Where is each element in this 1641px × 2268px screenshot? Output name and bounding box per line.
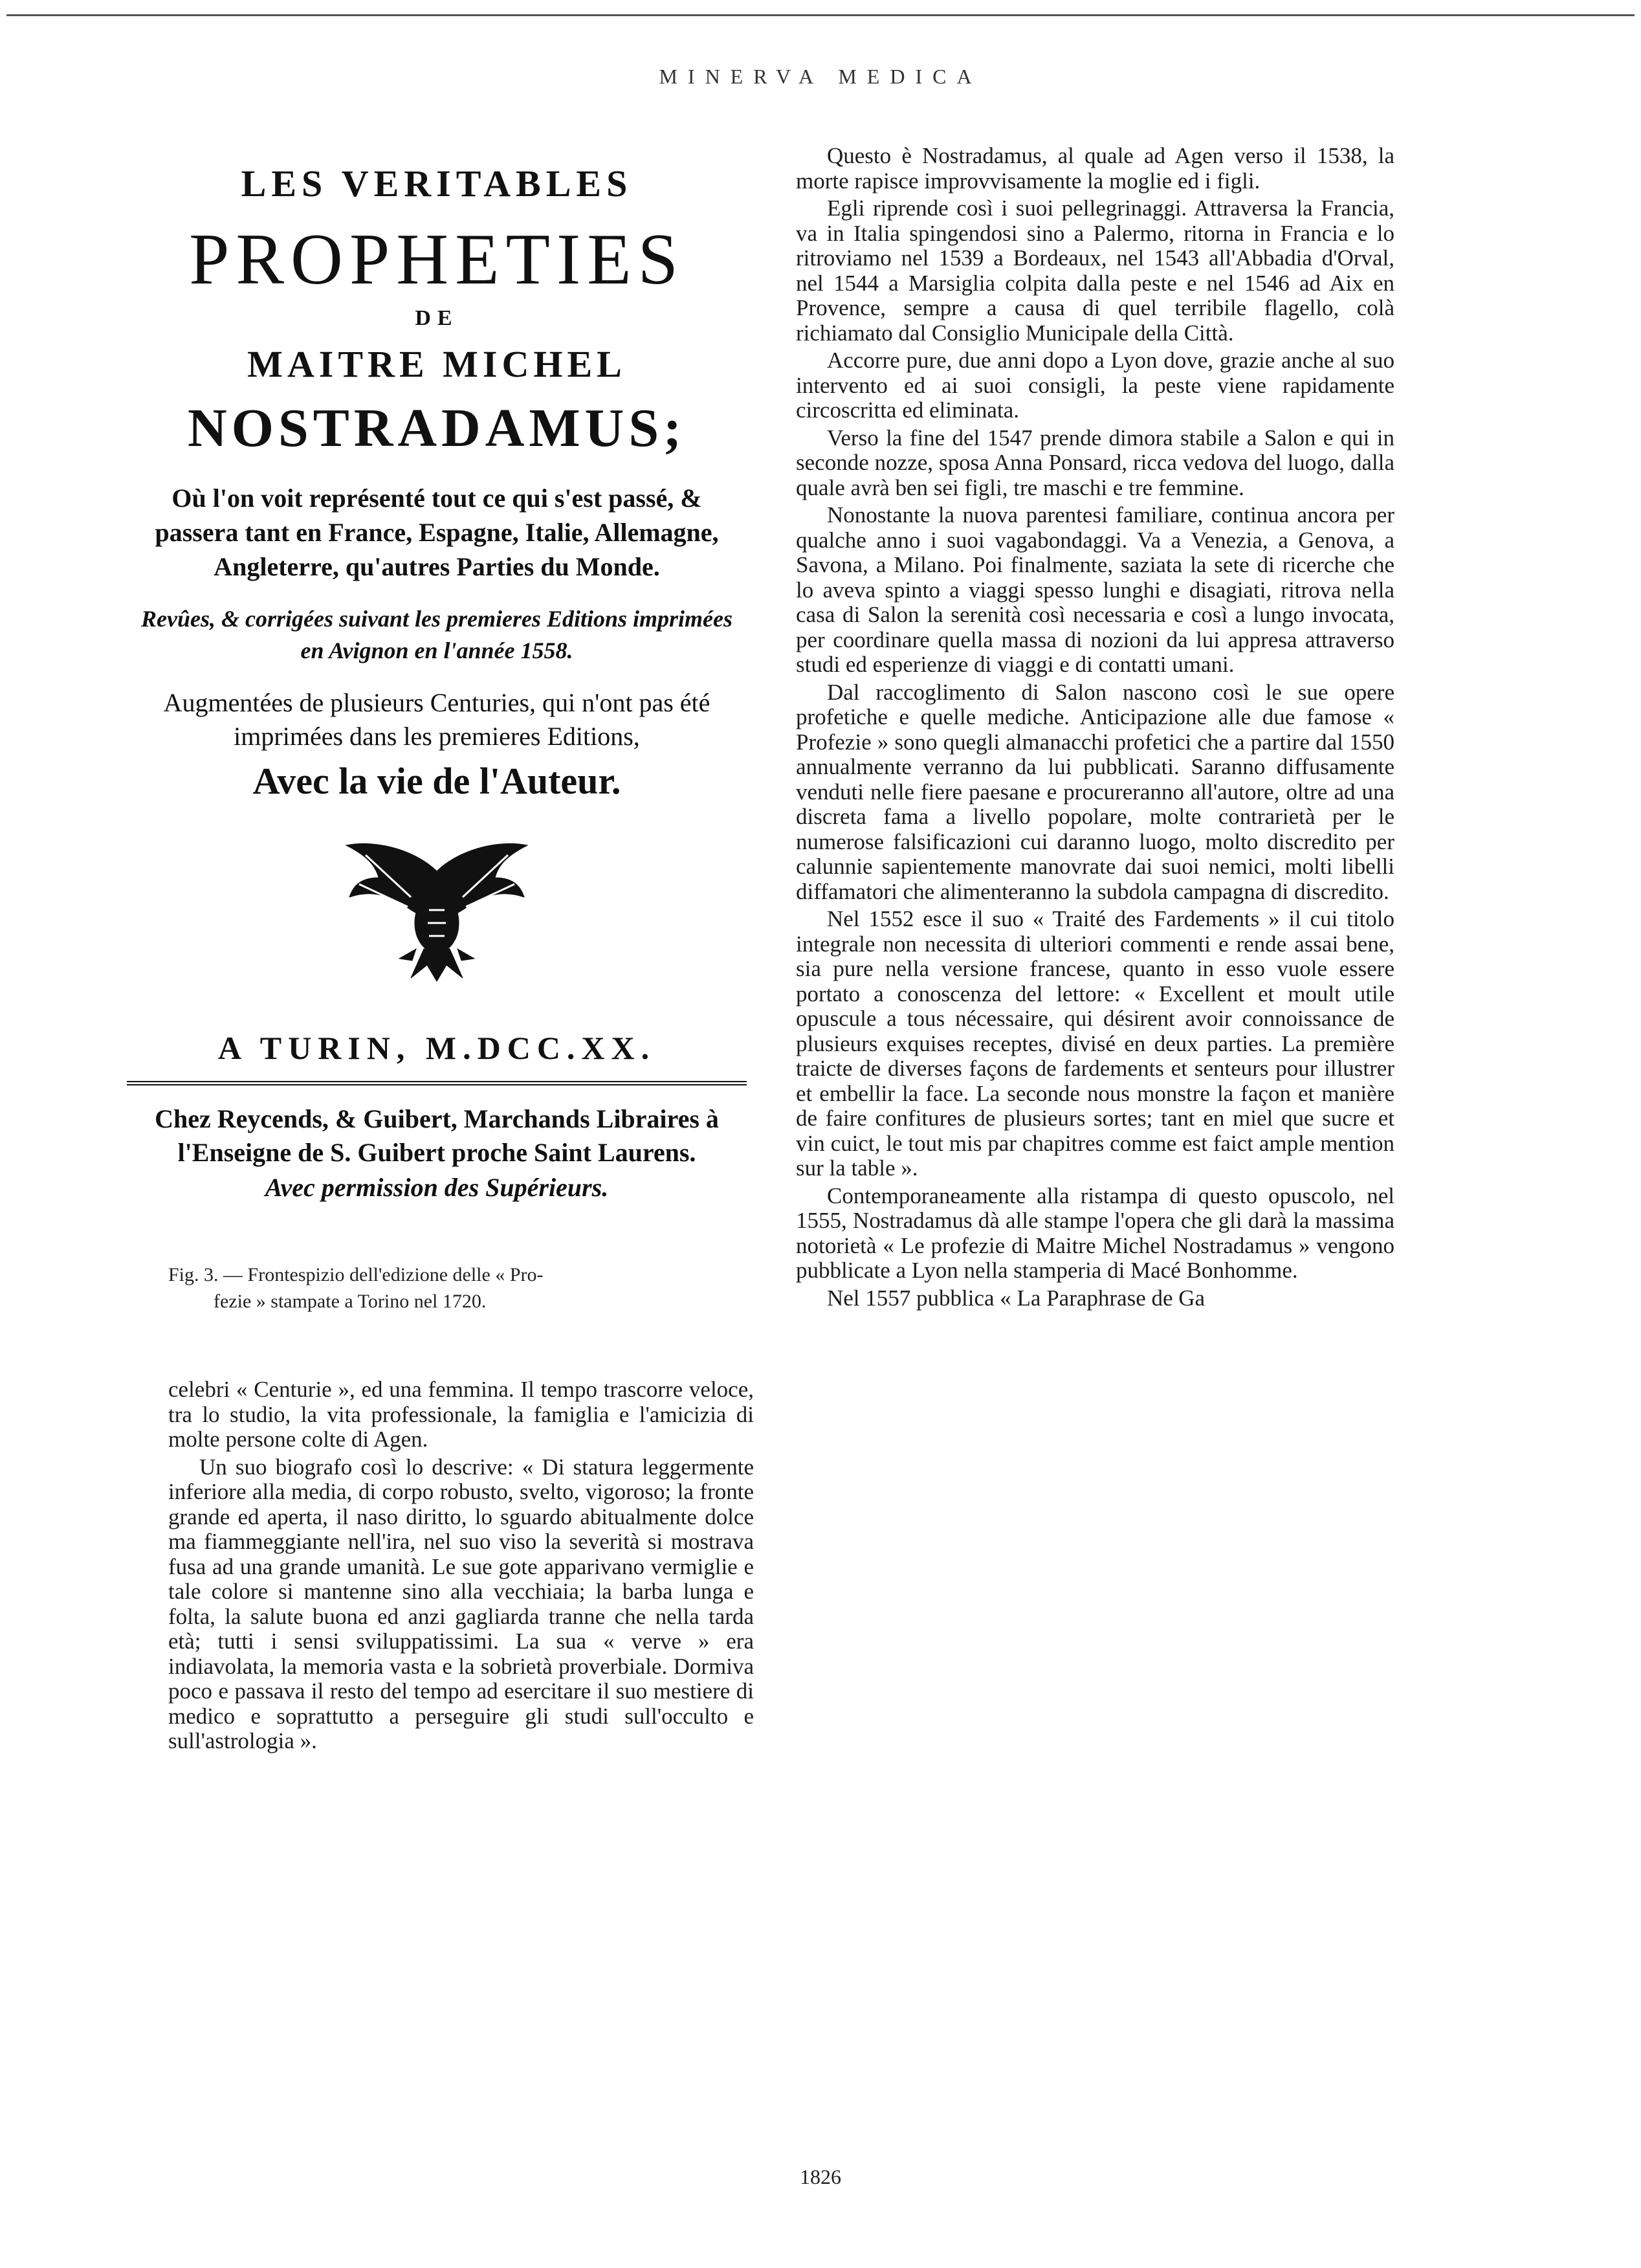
frontispiece xyxy=(116,142,757,1203)
title-with-life: Avec la vie de l'Auteur. xyxy=(252,760,621,803)
paragraph: Dal raccoglimento di Salon nascono così le sue opere profetiche e quelle mediche. Anticipazione alle due famose « Profezie » sono quegli almanacchi profetici che a partire dal 1550 annualmente verranno da lui pubblicati. Saranno diffusamente venduti nelle fiere paesane e procureranno all'autore, oltre ad una discreta fama a livello popolare, molte contrarietà per le numerose falsificazioni cui daranno luogo, molto discredito per calunnie sapientemente manovrate dai suoi nemici, molti libelli diffamatori che alimenteranno la subdola campagna di discredito. xyxy=(796,679,1394,904)
caption-line-1: Fig. 3. — Frontespizio dell'edizione delle « Pro- xyxy=(168,1264,544,1285)
paragraph: Egli riprende così i suoi pellegrinaggi. Attraversa la Francia, va in Italia spingendosi sino a Palermo, ritorna in Francia e lo ritroviamo nel 1539 a Bordeaux, nel 1543 all'Abbadia d'Orval, nel 1544 a Marsiglia colpita dalla peste e nel 1546 ad Aix en Provence, sempre a causa di quel terribile flagello, colà richiamato dal Consiglio Municipale della Città. xyxy=(796,195,1394,346)
paragraph: Verso la fine del 1547 prende dimora stabile a Salon e qui in seconde nozze, sposa Anna Ponsard, ricca vedova del luogo, dalla quale avrà ben sei figli, tre maschi e tre femmine. xyxy=(796,425,1394,500)
title-line-propheties: PROPHETIES xyxy=(189,219,685,300)
title-double-rule xyxy=(127,1081,747,1085)
title-line-veritables: LES VERITABLES xyxy=(241,162,633,205)
title-publisher: Chez Reycends, & Guibert, Marchands Libraires à l'Enseigne de S. Guibert proche Saint Laurens. xyxy=(155,1104,719,1168)
top-rule xyxy=(6,14,1635,16)
paragraph: celebri « Centurie », ed una femmina. Il tempo trascorre veloce, tra lo studio, la vita professionale, la famiglia e l'amicizia di molte persone colte di Agen. xyxy=(168,1377,754,1452)
title-description: Où l'on voit représenté tout ce qui s'est passé, & passera tant en France, Espagne, Italie, Allemagne, Angleterre, qu'autres Parties du Monde. xyxy=(155,483,719,581)
title-line-nostradamus: NOSTRADAMUS; xyxy=(187,397,687,458)
running-head: MINERVA MEDICA xyxy=(659,65,982,88)
title-augmented: Augmentées de plusieurs Centuries, qui n'ont pas été imprimées dans les premieres Editions, xyxy=(163,687,710,751)
paragraph: Questo è Nostradamus, al quale ad Agen verso il 1538, la morte rapisce improvvisamente la moglie ed i figli. xyxy=(796,143,1394,194)
figure-caption xyxy=(168,1262,699,1315)
title-place-date: A TURIN, M.DCC.XX. xyxy=(217,1030,656,1067)
title-revised: Revûes, & corrigées suivant les premieres Editions imprimées en Avignon en l'année 1558. xyxy=(141,606,732,663)
caption-line-2: fezie » stampate a Torino nel 1720. xyxy=(214,1290,487,1312)
title-line-maitre-michel: MAITRE MICHEL xyxy=(247,342,626,385)
paragraph: Nonostante la nuova parentesi familiare, continua ancora per qualche anno i suoi vagabondaggi. Va a Venezia, a Genova, a Savona, a Milano. Poi finalmente, saziata la sete di ricerche che lo aveva spinto a viaggi spesso lunghi e disagiati, ritrova nella casa di Salon la serenità così necessaria e così a lungo invocata, per coordinare quella massa di nozioni da lui appresa attraverso studi ed esperienze di viaggi e di contatti umani. xyxy=(796,502,1394,677)
title-line-de: DE xyxy=(415,306,459,330)
paragraph: Un suo biografo così lo descrive: « Di statura leggermente inferiore alla media, di corpo robusto, svelto, vigoroso; la fronte grande ed aperta, il naso diritto, lo sguardo abitualmente dolce ma fiammeggiante nell'ira, nel suo viso la severità si mostrava fusa ad una grande umanità. Le sue gote apparivano vermiglie e tale colore si mantenne sino alla vecchiaia; la barba lunga e folta, la salute buona ed anzi gagliarda tranne che nella tarda età; tutti i sensi sviluppatissimi. La sua « verve » era indiavolata, la memoria vasta e la sobrietà proverbiale. Dormiva poco e passava il resto del tempo ad esercitare il suo mestiere di medico e soprattutto a perseguire gli studi sull'occulto e sull'astrologia ». xyxy=(168,1454,754,1753)
left-text-column xyxy=(168,1377,754,1757)
double-headed-eagle-icon xyxy=(340,826,534,988)
paragraph: Contemporaneamente alla ristampa di questo opuscolo, nel 1555, Nostradamus dà alle stampe l'opera che gli darà la massima notorietà « Le profezie di Maitre Michel Nostradamus » vengono pubblicate a Lyon nella stamperia di Macé Bonhomme. xyxy=(796,1183,1394,1283)
paragraph: Nel 1552 esce il suo « Traité des Fardements » il cui titolo integrale non necessita di ulteriori commenti e rende assai bene, sia pure nella versione francese, quanto in esso vuole essere portato a conoscenza del lettore: « Excellent et moult utile opuscule a tous nécessaire, qui désirent avoir connoissance de plusieurs exquises receptes, divisé en deux parties. La première traicte de diverses façons de fardements et senteurs pour illustrer et embellir la face. La seconde nous monstre la façon et manière de faire confitures de plusieurs sortes; tant en miel que sucre et vin cuict, le tout mis par chapitres comme est faict ample mention sur la table ». xyxy=(796,906,1394,1181)
page-number: 1826 xyxy=(800,2165,841,2188)
right-text-column xyxy=(796,144,1394,1313)
title-permission: Avec permission des Supérieurs. xyxy=(265,1173,609,1203)
paragraph: Nel 1557 pubblica « La Paraphrase de Ga xyxy=(827,1285,1206,1311)
paragraph: Accorre pure, due anni dopo a Lyon dove, grazie anche al suo intervento ed ai suoi consigli, la peste viene rapidamente circoscritta ed eliminata. xyxy=(796,348,1394,423)
